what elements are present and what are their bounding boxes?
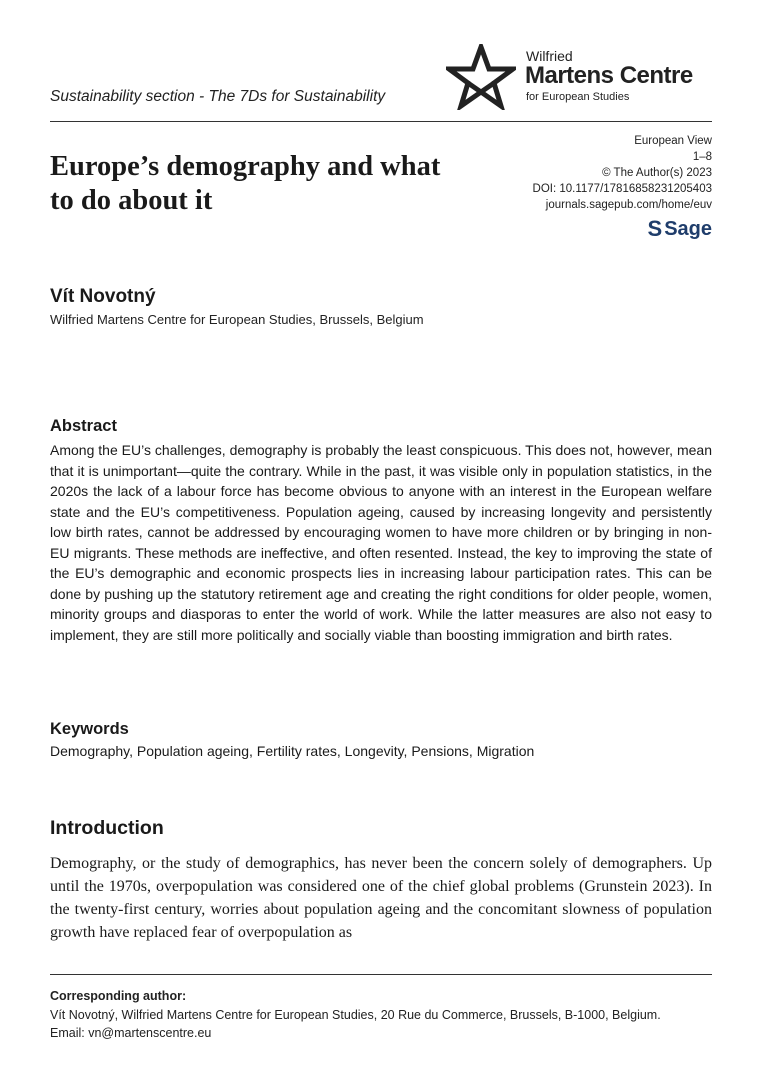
logo-line-3: for European Studies — [526, 91, 630, 103]
corresponding-author-email[interactable]: Email: vn@martenscentre.eu — [50, 1026, 212, 1040]
keywords-text: Demography, Population ageing, Fertility rates, Longevity, Pensions, Migration — [50, 743, 535, 759]
logo-line-2: Martens Centre — [525, 62, 693, 89]
journal-info — [533, 133, 712, 213]
article-title: Europe’s demography and what to do about it — [50, 151, 441, 216]
sage-mark-icon: S — [647, 216, 663, 241]
martens-centre-logo — [446, 44, 716, 110]
author-affiliation: Wilfried Martens Centre for European Studies, Brussels, Belgium — [50, 312, 424, 327]
corresponding-author-address: Vít Novotný, Wilfried Martens Centre for European Studies, 20 Rue du Commerce, Brussels, B-1000, Belgium. — [50, 1007, 661, 1022]
journal-url[interactable]: journals.sagepub.com/home/euv — [545, 199, 712, 211]
abstract-heading: Abstract — [50, 417, 117, 435]
journal-pages: 1–8 — [692, 151, 712, 163]
journal-doi[interactable]: DOI: 10.1177/17816858231205403 — [532, 183, 712, 195]
star-icon — [446, 44, 516, 110]
journal-copyright: © The Author(s) 2023 — [602, 167, 712, 179]
sage-logo — [648, 216, 713, 242]
corresponding-author — [50, 987, 712, 1043]
keywords-heading: Keywords — [50, 720, 129, 738]
abstract-text: Among the EU’s challenges, demography is probably the least conspicuous. This does not, however, mean that it is unimportant—quite the contrary. While in the past, it was visible only in population statistics, in the 2020s the lack of a labour force has become obvious to anyone with an interest in the European welfare state and the EU’s competitiveness. Population ageing, caused by increasing longevity and persistently low birth rates, cannot be addressed by encouraging women to have more children or by bringing in non-EU migrants. These methods are ineffective, and often resented. Instead, the key to improving the state of the EU’s demographic and economic prospects lies in increasing labour participation rates. This can be done by pushing up the statutory retirement age and creating the right conditions for older people, women, minority groups and diasporas to enter the world of work. While the latter measures are also not easy to implement, they are still more politically and socially viable than boosting immigration and birth rates. — [50, 442, 712, 643]
introduction-text: Demography, or the study of demographics, has never been the concern solely of demographers. Up until the 1970s, overpopulation was considered one of the chief global problems (Grunstein 2023). In the twenty-first century, worries about population ageing and the concomitant slowness of population growth have replaced fear of overpopulation as — [50, 855, 712, 941]
journal-name: European View — [634, 135, 712, 147]
introduction-heading: Introduction — [50, 817, 164, 839]
footer-rule — [50, 974, 712, 975]
author-name: Vít Novotný — [50, 286, 156, 307]
header-rule — [50, 121, 712, 122]
logo-line-1: Wilfried — [526, 48, 573, 64]
sage-wordmark: Sage — [664, 217, 712, 240]
corresponding-author-label: Corresponding author: — [50, 989, 187, 1003]
section-label: Sustainability section - The 7Ds for Sustainability — [50, 88, 386, 105]
